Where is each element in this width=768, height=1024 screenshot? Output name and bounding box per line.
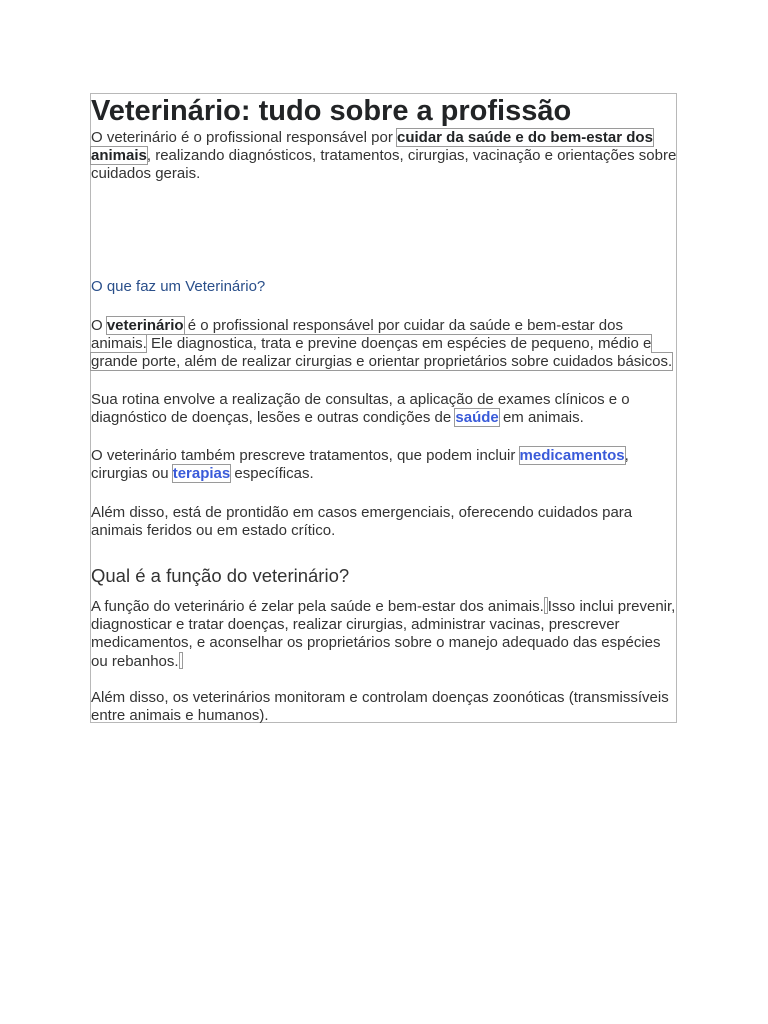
page-title: Veterinário: tudo sobre a profissão xyxy=(91,95,572,127)
intro-text-after: , realizando diagnósticos, tratamentos, cirurgias, vacinação e orientações sobre cuidados gerais. xyxy=(91,147,677,183)
p2-text-before: O xyxy=(91,317,107,334)
paragraph-routine xyxy=(91,391,677,427)
paragraph-what-does xyxy=(91,317,677,372)
p2-text-after: Ele diagnostica, trata e previne doenças em espécies de pequeno, médio e grande porte, além de realizar cirurgias e orientar proprietários sobre cuidados básicos. xyxy=(91,335,673,371)
p2-highlight-veterinario: veterinário xyxy=(106,317,184,334)
intro-text-before: O veterinário é o profissional responsável por xyxy=(91,129,397,146)
document-page xyxy=(90,93,677,723)
intro-paragraph xyxy=(91,129,677,184)
paragraph-treatments xyxy=(91,447,677,483)
intro-highlight: cuidar da saúde e do bem-estar dos animais xyxy=(91,129,653,165)
link-saude[interactable]: saúde xyxy=(455,409,499,427)
p2-text-middle: é o profissional responsável por cuidar da saúde e bem-estar dos animais. xyxy=(91,317,623,353)
p3-text-before: Sua rotina envolve a realização de consultas, a aplicação de exames clínicos e o diagnóstico de doenças, lesões e outras condições de xyxy=(91,391,630,427)
paragraph-zoonoses: Além disso, os veterinários monitoram e controlam doenças zoonóticas (transmissíveis entre animais e humanos). xyxy=(91,689,669,725)
inline-marker-end xyxy=(180,653,182,668)
p6-text-before: A função do veterinário é zelar pela saúde e bem-estar dos animais. xyxy=(91,598,544,615)
p4-text-after: específicas. xyxy=(230,465,314,483)
section-link-what-does[interactable]: O que faz um Veterinário? xyxy=(91,278,266,295)
inline-marker xyxy=(545,598,547,613)
p6-text-after: Isso inclui prevenir, diagnosticar e tratar doenças, realizar cirurgias, administrar vacinas, prescrever medicamentos, e aconselhar os proprietários sobre o manejo adequado das espécies ou rebanhos. xyxy=(91,598,676,670)
link-medicamentos[interactable]: medicamentos xyxy=(519,447,625,464)
p4-text-middle: , cirurgias ou xyxy=(91,447,629,483)
p4-text-before: O veterinário também prescreve tratamentos, que podem incluir xyxy=(91,447,520,464)
paragraph-function xyxy=(91,598,677,671)
article-content xyxy=(91,94,678,725)
p3-text-after: em animais. xyxy=(498,409,584,427)
section-heading-function: Qual é a função do veterinário? xyxy=(91,565,350,586)
paragraph-emergency: Além disso, está de prontidão em casos emergenciais, oferecendo cuidados para animais feridos ou em estado crítico. xyxy=(91,504,633,540)
link-terapias[interactable]: terapias xyxy=(172,465,231,483)
